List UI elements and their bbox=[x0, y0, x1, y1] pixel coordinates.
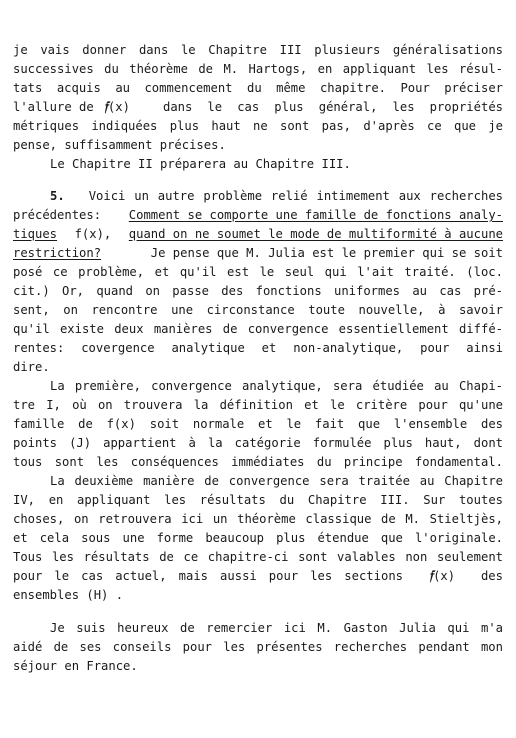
text-line: et cela sous une forme beaucoup plus étendue que l'originale. bbox=[13, 531, 503, 545]
section-number: 5. bbox=[50, 189, 65, 203]
text-fragment: des bbox=[480, 569, 503, 583]
text-line bbox=[13, 206, 503, 224]
text-line: choses, on retrouvera ici un théorème classique de M. Stieltjès, bbox=[13, 512, 503, 526]
text-line bbox=[13, 98, 503, 116]
text-line bbox=[50, 187, 503, 205]
text-fragment: Je pense que M. Julia est le premier qui se soit bbox=[150, 246, 503, 260]
text-line: tats acquis au commencement du même chapitre. Pour préciser bbox=[13, 81, 503, 95]
underlined-text: Comment se comporte une famille de fonctions analy- bbox=[128, 208, 503, 222]
text-line: tre I, où on trouvera la définition et le critère pour qu'une bbox=[13, 398, 503, 412]
text-line: aidé de ses conseils pour les présentes recherches pendant mon bbox=[13, 640, 503, 654]
fraktur-f-symbol: 𝔣 bbox=[428, 568, 434, 584]
text-line bbox=[13, 567, 503, 585]
text-fragment: (x) bbox=[433, 569, 456, 583]
text-line: métriques indiquées plus haut ne sont pas, d'après ce que je bbox=[13, 119, 503, 133]
text-fragment: (x) bbox=[107, 100, 130, 114]
text-line: cit.) Or, quand on passe des fonctions uniformes au cas pré- bbox=[13, 284, 503, 298]
text-line: posé ce problème, et qu'il est le seul qui l'ait traité. (loc. bbox=[13, 265, 503, 279]
fraktur-f-symbol: 𝔣 bbox=[103, 99, 108, 115]
text-fragment: pour le cas actuel, mais aussi pour les sections bbox=[13, 569, 403, 583]
text-line: rentes: covergence analytique et non-analytique, pour ainsi bbox=[13, 341, 503, 355]
text-line: qu'il existe deux manières de convergence essentiellement diffé- bbox=[13, 322, 503, 336]
text-fragment: l'allure de bbox=[13, 100, 94, 114]
underlined-text: tiques bbox=[13, 227, 58, 241]
text-line: successives du théorème de M. Hartogs, en appliquant les résul- bbox=[13, 62, 503, 76]
text-line: La première, convergence analytique, sera étudiée au Chapi- bbox=[50, 379, 503, 393]
text-line: tous sont les conséquences immédiates du principe fondamental. bbox=[13, 455, 503, 469]
underlined-text: quand on ne soumet le mode de multiformité à aucune bbox=[128, 227, 503, 241]
text-line: pense, suffisamment précises. bbox=[13, 138, 226, 152]
text-line: La deuxième manière de convergence sera traitée au Chapitre bbox=[50, 474, 503, 488]
text-line: je vais donner dans le Chapitre III plusieurs généralisations bbox=[13, 43, 503, 57]
text-line: Je suis heureux de remercier ici M. Gaston Julia qui m'a bbox=[50, 621, 503, 635]
text-line bbox=[13, 225, 503, 243]
text-line: Le Chapitre II préparera au Chapitre III. bbox=[50, 157, 351, 171]
text-line: dire. bbox=[13, 360, 50, 374]
text-fragment: dans le cas plus général, les propriétés bbox=[163, 100, 503, 114]
text-line: points (J) appartient à la catégorie formulée plus haut, dont bbox=[13, 436, 503, 450]
text-line: Tous les résultats de ce chapitre-ci sont valables non seulement bbox=[13, 550, 503, 564]
text-line: IV, en appliquant les résultats du Chapitre III. Sur toutes bbox=[13, 493, 503, 507]
text-fragment: Voici un autre problème relié intimement aux recherches bbox=[88, 189, 503, 203]
text-line bbox=[13, 244, 503, 262]
text-line: séjour en France. bbox=[13, 659, 138, 673]
text-line: sent, on rencontre une circonstance toute nouvelle, à savoir bbox=[13, 303, 503, 317]
text-fragment: f(x), bbox=[74, 227, 112, 241]
text-line: famille de f(x) soit normale et le fait que l'ensemble des bbox=[13, 417, 503, 431]
text-line: ensembles (H) . bbox=[13, 588, 124, 602]
text-fragment: précédentes: bbox=[13, 208, 102, 222]
underlined-text: restriction? bbox=[13, 246, 102, 260]
